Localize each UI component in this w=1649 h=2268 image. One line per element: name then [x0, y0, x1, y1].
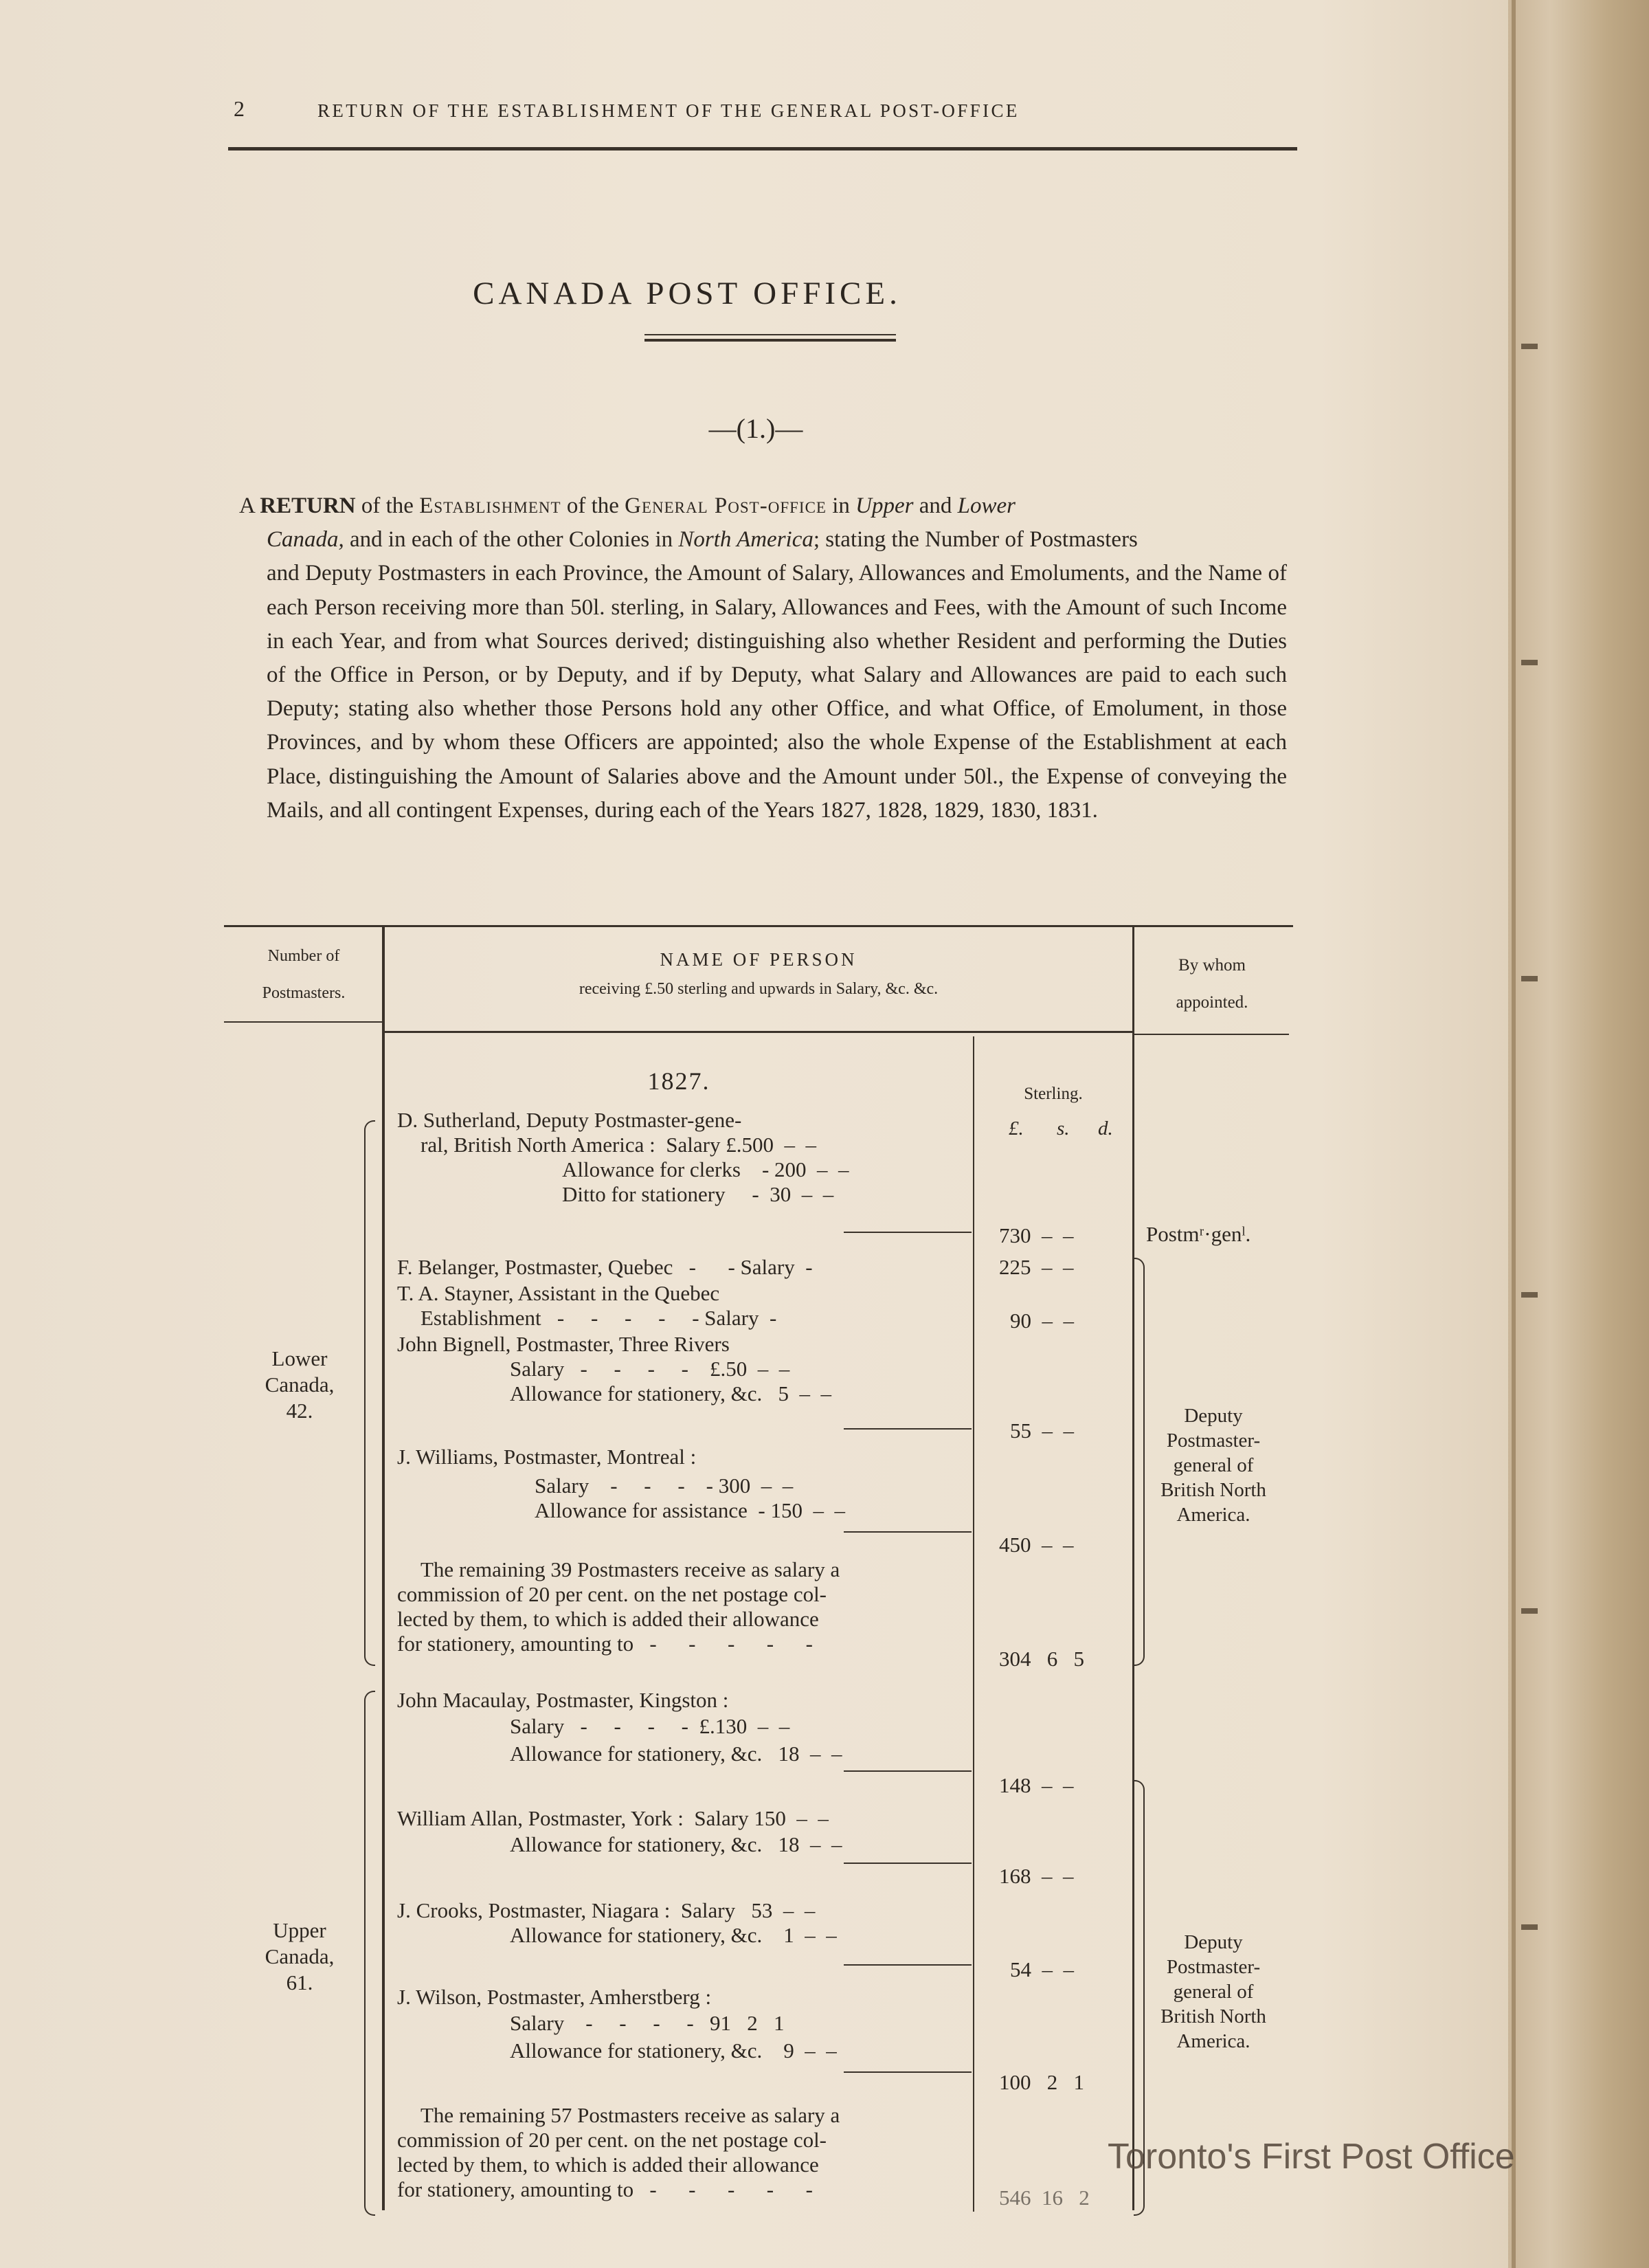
entry-belanger-total: 225 – –: [999, 1255, 1074, 1279]
entry-sutherland-l2: ral, British North America : Salary £.500 – –: [420, 1133, 816, 1157]
header-rule: [228, 147, 1297, 151]
entry-crooks-l1: J. Crooks, Postmaster, Niagara : Salary 53 – –: [397, 1898, 816, 1922]
entry-allan-total: 168 – –: [999, 1864, 1074, 1888]
deputy-2-l1: Deputy: [1184, 1931, 1243, 1953]
subtotal-rule: [844, 1770, 972, 1772]
subtotal-rule: [844, 1428, 972, 1430]
subtotal-rule: [844, 1964, 972, 1966]
entry-wilson-l3: Allowance for stationery, &c. 9 – –: [510, 2038, 837, 2063]
intro-first-line: A RETURN of the Establishment of the General Post-office in Upper and Lower: [239, 493, 1016, 518]
intro-body: and Deputy Postmasters in each Province, the Amount of Salary, Allowances and Emoluments, and the Name of each Person receiving more than 50l. sterling, in Salary, Allowances and Fees, with the Amount of such Income in each Year, and from what Sources derived; distinguishing also whether Resident and performing the Duties of the Office in Person, or by Deputy, and if by Deputy, what Salary and Allowances are paid to each such Deputy; stating also whether those Persons hold any other Office, and what Office, of Emolument, in those Provinces, and by whom these Officers are appointed; also the whole Expense of the Establishment at each Place, distinguishing the Amount of Salaries above and the Amount under 50l., the Expense of conveying the Mails, and all contingent Expenses, during each of the Years 1827, 1828, 1829, 1830, 1831.: [267, 561, 1287, 823]
deputy-2-l2: Postmaster-: [1166, 1956, 1261, 1978]
col-head-appointed-line2: appointed.: [1176, 993, 1248, 1012]
table-col-divider-1: [382, 925, 385, 2210]
col-head-name: [385, 944, 1132, 1003]
binding-stitch: [1521, 976, 1538, 981]
page-number: 2: [234, 96, 245, 121]
title-rule-top: [644, 334, 896, 335]
entry-belanger: F. Belanger, Postmaster, Quebec - - Salary -: [397, 1255, 813, 1279]
section-number: —(1.)—: [708, 413, 803, 444]
deputy-1-l3: general of: [1173, 1454, 1254, 1476]
postmaster-general-label: Postmʳ·genˡ.: [1146, 1222, 1251, 1246]
lower-canada-l1: Lower: [271, 1346, 328, 1370]
page-title: CANADA POST OFFICE.: [473, 276, 901, 311]
binding-stitch: [1521, 1292, 1538, 1298]
deputy-brace-1: [1134, 1258, 1145, 1666]
watermark-caption: Toronto's First Post Office: [1108, 2137, 1515, 2177]
sterling-heading: Sterling.: [1024, 1085, 1083, 1103]
entry-remaining-lc-total: 304 6 5: [999, 1647, 1084, 1671]
col-head-name-line2: receiving £.50 sterling and upwards in Salary, &c. &c.: [579, 980, 939, 998]
shilling-heading: s.: [1057, 1118, 1070, 1139]
deputy-1-l4: British North: [1160, 1479, 1266, 1501]
title-rule-bottom: [644, 339, 896, 342]
deputy-label-2: [1145, 1930, 1282, 2054]
deputy-1-l2: Postmaster-: [1166, 1430, 1261, 1452]
binding-spine: [1512, 0, 1516, 2268]
entry-crooks-total: 54 – –: [1010, 1957, 1074, 1981]
entry-remaining-lc-l1: The remaining 39 Postmasters receive as salary a: [420, 1557, 840, 1581]
entry-remaining-uc-l4: for stationery, amounting to - - - - -: [397, 2177, 813, 2201]
lower-canada-brace: [364, 1120, 375, 1666]
binding-stitch: [1521, 344, 1538, 349]
col-head-number: [224, 937, 383, 1012]
subtotal-rule: [844, 1863, 972, 1864]
entry-crooks-l2: Allowance for stationery, &c. 1 – –: [510, 1923, 837, 1947]
entry-allan-l1: William Allan, Postmaster, York : Salary 150 – –: [397, 1806, 829, 1830]
entry-remaining-uc-l3: lected by them, to which is added their allowance: [397, 2153, 819, 2177]
entry-sutherland-l4: Ditto for stationery - 30 – –: [562, 1182, 834, 1206]
lower-canada-l2: Canada,: [265, 1372, 335, 1397]
col-head-appointed-line1: By whom: [1178, 956, 1246, 975]
col-head-number-line2: Postmasters.: [262, 984, 346, 1002]
entry-sutherland-l3: Allowance for clerks - 200 – –: [562, 1157, 849, 1181]
table-head-rule-3: [1132, 1034, 1289, 1035]
entry-bignell-total: 55 – –: [1010, 1419, 1074, 1443]
pound-heading: £.: [1009, 1118, 1024, 1139]
entry-macaulay-l1: John Macaulay, Postmaster, Kingston :: [397, 1688, 729, 1712]
intro-second-line: Canada, and in each of the other Colonies in North America; stating the Number of Postmasters: [267, 527, 1138, 553]
col-head-number-line1: Number of: [267, 947, 340, 965]
entry-macaulay-l2: Salary - - - - £.130 – –: [510, 1714, 790, 1738]
deputy-1-l5: America.: [1176, 1504, 1250, 1526]
table-head-rule-2: [382, 1031, 1134, 1033]
upper-canada-l1: Upper: [273, 1918, 326, 1942]
table-head-rule-1: [224, 1021, 383, 1023]
entry-remaining-uc-l2: commission of 20 per cent. on the net postage col-: [397, 2128, 827, 2152]
entry-remaining-uc-l1: The remaining 57 Postmasters receive as salary a: [420, 2103, 840, 2127]
lower-canada-l3: 42.: [286, 1399, 313, 1423]
running-title: RETURN OF THE ESTABLISHMENT OF THE GENERAL POST-OFFICE: [317, 100, 1020, 121]
subtotal-rule: [844, 2071, 972, 2073]
entry-sutherland-l1: D. Sutherland, Deputy Postmaster-gene-: [397, 1108, 742, 1132]
entry-bignell-l3: Allowance for stationery, &c. 5 – –: [510, 1381, 832, 1405]
deputy-1-l1: Deputy: [1184, 1405, 1243, 1427]
upper-canada-l3: 61.: [286, 1970, 313, 1994]
entry-williams-l2: Salary - - - - 300 – –: [535, 1474, 794, 1498]
entry-bignell-l2: Salary - - - - £.50 – –: [510, 1357, 790, 1381]
entry-remaining-lc-l4: for stationery, amounting to - - - - -: [397, 1632, 813, 1656]
entry-stayner-l1: T. A. Stayner, Assistant in the Quebec: [397, 1281, 720, 1305]
sterling-col-divider: [973, 1036, 974, 2212]
entry-sutherland-total: 730 – –: [999, 1223, 1074, 1247]
entry-stayner-total: 90 – –: [1010, 1309, 1074, 1333]
entry-remaining-uc-total: 546 16 2: [999, 2186, 1090, 2210]
entry-wilson-l1: J. Wilson, Postmaster, Amherstberg :: [397, 1985, 712, 2009]
entry-macaulay-total: 148 – –: [999, 1773, 1074, 1797]
lower-canada-label: [224, 1346, 375, 1424]
intro-paragraph: [239, 489, 1287, 827]
entry-williams-l3: Allowance for assistance - 150 – –: [535, 1498, 845, 1522]
upper-canada-brace: [364, 1691, 375, 2216]
entry-williams-total: 450 – –: [999, 1533, 1074, 1557]
entry-wilson-total: 100 2 1: [999, 2070, 1084, 2094]
year-heading: 1827.: [647, 1067, 710, 1095]
binding-stitch: [1521, 1924, 1538, 1930]
subtotal-rule: [844, 1531, 972, 1533]
upper-canada-l2: Canada,: [265, 1944, 335, 1968]
subtotal-rule: [844, 1232, 972, 1233]
entry-allan-l2: Allowance for stationery, &c. 18 – –: [510, 1832, 842, 1856]
pence-heading: d.: [1098, 1118, 1113, 1139]
binding-stitch: [1521, 660, 1538, 665]
entry-macaulay-l3: Allowance for stationery, &c. 18 – –: [510, 1742, 842, 1766]
deputy-2-l3: general of: [1173, 1981, 1254, 2003]
col-head-appointed: [1135, 947, 1289, 1021]
entry-bignell-l1: John Bignell, Postmaster, Three Rivers: [397, 1332, 730, 1356]
deputy-2-l5: America.: [1176, 2030, 1250, 2052]
deputy-2-l4: British North: [1160, 2005, 1266, 2027]
entry-remaining-lc-l3: lected by them, to which is added their allowance: [397, 1607, 819, 1631]
deputy-label-1: [1145, 1403, 1282, 1527]
entry-williams-l1: J. Williams, Postmaster, Montreal :: [397, 1445, 697, 1469]
col-head-name-line1: NAME OF PERSON: [660, 949, 857, 970]
binding-stitch: [1521, 1608, 1538, 1614]
upper-canada-label: [224, 1917, 375, 1996]
entry-stayner-l2: Establishment - - - - - Salary -: [420, 1306, 777, 1330]
entry-wilson-l2: Salary - - - - 91 2 1: [510, 2011, 785, 2035]
entry-remaining-lc-l2: commission of 20 per cent. on the net postage col-: [397, 1582, 827, 1606]
